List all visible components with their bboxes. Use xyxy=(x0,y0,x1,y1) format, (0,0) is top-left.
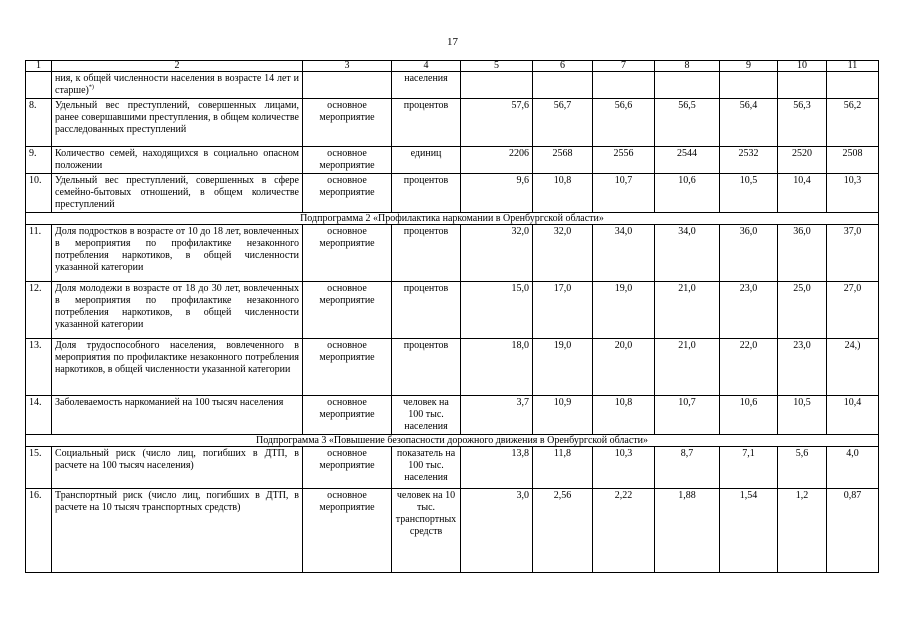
value-cell: 10,5 xyxy=(720,174,778,213)
value-cell: 2206 xyxy=(461,147,533,174)
unit-of-measure: процентов xyxy=(392,339,461,396)
row-number: 15. xyxy=(26,447,52,489)
subprogram-row xyxy=(26,213,879,225)
value-cell: 2532 xyxy=(720,147,778,174)
value-cell: 10,6 xyxy=(655,174,720,213)
subprogram-row xyxy=(26,435,879,447)
indicator-name xyxy=(52,282,303,339)
row-number: 11. xyxy=(26,225,52,282)
indicator-kind: основное мероприятие xyxy=(303,99,392,147)
value-cell: 1,2 xyxy=(778,489,827,573)
value-cell: 4,0 xyxy=(827,447,879,489)
value-cell xyxy=(827,72,879,99)
value-cell: 10,5 xyxy=(778,396,827,435)
indicator-kind xyxy=(303,72,392,99)
indicator-name xyxy=(52,174,303,213)
row-number: 10. xyxy=(26,174,52,213)
column-header: 10 xyxy=(778,61,827,72)
value-cell: 2568 xyxy=(533,147,593,174)
row-number: 12. xyxy=(26,282,52,339)
value-cell: 27,0 xyxy=(827,282,879,339)
row-number: 8. xyxy=(26,99,52,147)
column-header: 3 xyxy=(303,61,392,72)
row-number: 14. xyxy=(26,396,52,435)
value-cell: 25,0 xyxy=(778,282,827,339)
value-cell: 37,0 xyxy=(827,225,879,282)
value-cell: 10,8 xyxy=(593,396,655,435)
column-header: 6 xyxy=(533,61,593,72)
value-cell: 32,0 xyxy=(461,225,533,282)
indicator-name xyxy=(52,147,303,174)
value-cell: 19,0 xyxy=(593,282,655,339)
row-number xyxy=(26,72,52,99)
value-cell: 10,7 xyxy=(655,396,720,435)
unit-of-measure: процентов xyxy=(392,282,461,339)
column-header: 9 xyxy=(720,61,778,72)
unit-of-measure: процентов xyxy=(392,174,461,213)
column-header: 5 xyxy=(461,61,533,72)
table-row xyxy=(26,282,879,339)
value-cell xyxy=(461,72,533,99)
value-cell: 56,5 xyxy=(655,99,720,147)
indicator-name-text: Транспортный риск (число лиц, погибших в ДТП, в расчете на 10 тысяч транспортных средств) xyxy=(55,490,299,513)
indicator-name xyxy=(52,339,303,396)
value-cell: 2,22 xyxy=(593,489,655,573)
value-cell: 3,7 xyxy=(461,396,533,435)
value-cell: 1,88 xyxy=(655,489,720,573)
value-cell xyxy=(533,72,593,99)
indicator-kind: основное мероприятие xyxy=(303,447,392,489)
indicator-name-text: Удельный вес преступлений, совершенных в сфере семейно-бытовых отношений, в общем количестве преступлений xyxy=(55,175,299,210)
header-row xyxy=(26,61,879,72)
indicator-name-text: Удельный вес преступлений, совершенных лицами, ранее совершавшими преступления, в общем количестве расследованных преступлений xyxy=(55,100,299,135)
value-cell: 20,0 xyxy=(593,339,655,396)
indicator-name xyxy=(52,396,303,435)
indicator-name-text: Заболеваемость наркоманией на 100 тысяч населения xyxy=(55,397,284,408)
value-cell: 10,7 xyxy=(593,174,655,213)
value-cell: 32,0 xyxy=(533,225,593,282)
value-cell: 0,87 xyxy=(827,489,879,573)
value-cell: 36,0 xyxy=(720,225,778,282)
value-cell: 17,0 xyxy=(533,282,593,339)
value-cell: 56,2 xyxy=(827,99,879,147)
indicator-name xyxy=(52,489,303,573)
value-cell: 2508 xyxy=(827,147,879,174)
value-cell: 10,3 xyxy=(593,447,655,489)
indicator-kind: основное мероприятие xyxy=(303,489,392,573)
value-cell xyxy=(720,72,778,99)
value-cell: 10,8 xyxy=(533,174,593,213)
indicator-name xyxy=(52,447,303,489)
indicator-kind: основное мероприятие xyxy=(303,225,392,282)
unit-of-measure: процентов xyxy=(392,99,461,147)
value-cell: 5,6 xyxy=(778,447,827,489)
unit-of-measure: человек на 10 тыс. транспортных средств xyxy=(392,489,461,573)
column-header: 1 xyxy=(26,61,52,72)
column-header: 11 xyxy=(827,61,879,72)
unit-of-measure: процентов xyxy=(392,225,461,282)
value-cell: 10,6 xyxy=(720,396,778,435)
value-cell: 18,0 xyxy=(461,339,533,396)
value-cell: 11,8 xyxy=(533,447,593,489)
table-row xyxy=(26,396,879,435)
indicator-name-text: Количество семей, находящихся в социально опасном положении xyxy=(55,148,299,171)
value-cell: 2,56 xyxy=(533,489,593,573)
value-cell: 1,54 xyxy=(720,489,778,573)
table-row xyxy=(26,489,879,573)
column-header: 4 xyxy=(392,61,461,72)
value-cell: 56,3 xyxy=(778,99,827,147)
value-cell: 13,8 xyxy=(461,447,533,489)
indicator-kind: основное мероприятие xyxy=(303,147,392,174)
value-cell: 2556 xyxy=(593,147,655,174)
value-cell: 8,7 xyxy=(655,447,720,489)
value-cell xyxy=(593,72,655,99)
unit-of-measure: человек на 100 тыс. населения xyxy=(392,396,461,435)
value-cell: 15,0 xyxy=(461,282,533,339)
row-number: 16. xyxy=(26,489,52,573)
value-cell: 9,6 xyxy=(461,174,533,213)
row-number: 9. xyxy=(26,147,52,174)
indicator-kind: основное мероприятие xyxy=(303,174,392,213)
value-cell: 7,1 xyxy=(720,447,778,489)
value-cell: 10,4 xyxy=(827,396,879,435)
table-row xyxy=(26,339,879,396)
indicator-name-text: Доля подростков в возрасте от 10 до 18 лет, вовлеченных в мероприятия по профилактике незаконного потребления наркотиков, в общей численности указанной категории xyxy=(55,226,299,273)
value-cell: 2520 xyxy=(778,147,827,174)
value-cell xyxy=(655,72,720,99)
value-cell: 10,3 xyxy=(827,174,879,213)
column-header: 8 xyxy=(655,61,720,72)
page-number: 17 xyxy=(447,36,458,48)
unit-of-measure: показатель на 100 тыс. населения xyxy=(392,447,461,489)
indicator-kind: основное мероприятие xyxy=(303,339,392,396)
indicator-name-text: Доля молодежи в возрасте от 18 до 30 лет, вовлеченных в мероприятия по профилактике незаконного потребления наркотиков, в общей численности указанной категории xyxy=(55,283,299,330)
value-cell: 22,0 xyxy=(720,339,778,396)
unit-of-measure: единиц xyxy=(392,147,461,174)
indicator-name-text: ния, к общей численности населения в возрасте 14 лет и старше) xyxy=(55,73,299,96)
table-row xyxy=(26,99,879,147)
value-cell: 10,9 xyxy=(533,396,593,435)
table-body xyxy=(26,61,879,573)
indicator-name xyxy=(52,225,303,282)
row-number: 13. xyxy=(26,339,52,396)
indicator-kind: основное мероприятие xyxy=(303,282,392,339)
indicator-name-text: Доля трудоспособного населения, вовлеченного в мероприятия по профилактике незаконного потребления наркотиков, в общей численности указанной категории xyxy=(55,340,299,375)
indicator-name xyxy=(52,72,303,99)
value-cell: 34,0 xyxy=(593,225,655,282)
unit-of-measure: населения xyxy=(392,72,461,99)
indicator-name xyxy=(52,99,303,147)
value-cell: 56,7 xyxy=(533,99,593,147)
footnote-mark: *) xyxy=(88,84,94,91)
table-row xyxy=(26,72,879,99)
value-cell: 57,6 xyxy=(461,99,533,147)
value-cell: 23,0 xyxy=(778,339,827,396)
table-row xyxy=(26,225,879,282)
value-cell: 21,0 xyxy=(655,339,720,396)
value-cell: 10,4 xyxy=(778,174,827,213)
value-cell: 56,6 xyxy=(593,99,655,147)
value-cell: 2544 xyxy=(655,147,720,174)
value-cell: 34,0 xyxy=(655,225,720,282)
indicators-table xyxy=(25,60,879,573)
subprogram-title: Подпрограмма 3 «Повышение безопасности дорожного движения в Оренбургской области» xyxy=(26,435,879,447)
value-cell: 19,0 xyxy=(533,339,593,396)
value-cell: 24,) xyxy=(827,339,879,396)
table-row xyxy=(26,447,879,489)
value-cell xyxy=(778,72,827,99)
column-header: 7 xyxy=(593,61,655,72)
value-cell: 23,0 xyxy=(720,282,778,339)
indicator-name-text: Социальный риск (число лиц, погибших в ДТП, в расчете на 100 тысяч населения) xyxy=(55,448,299,471)
value-cell: 21,0 xyxy=(655,282,720,339)
value-cell: 36,0 xyxy=(778,225,827,282)
column-header: 2 xyxy=(52,61,303,72)
subprogram-title: Подпрограмма 2 «Профилактика наркомании в Оренбургской области» xyxy=(26,213,879,225)
value-cell: 56,4 xyxy=(720,99,778,147)
table-row xyxy=(26,174,879,213)
value-cell: 3,0 xyxy=(461,489,533,573)
table-row xyxy=(26,147,879,174)
indicator-kind: основное мероприятие xyxy=(303,396,392,435)
